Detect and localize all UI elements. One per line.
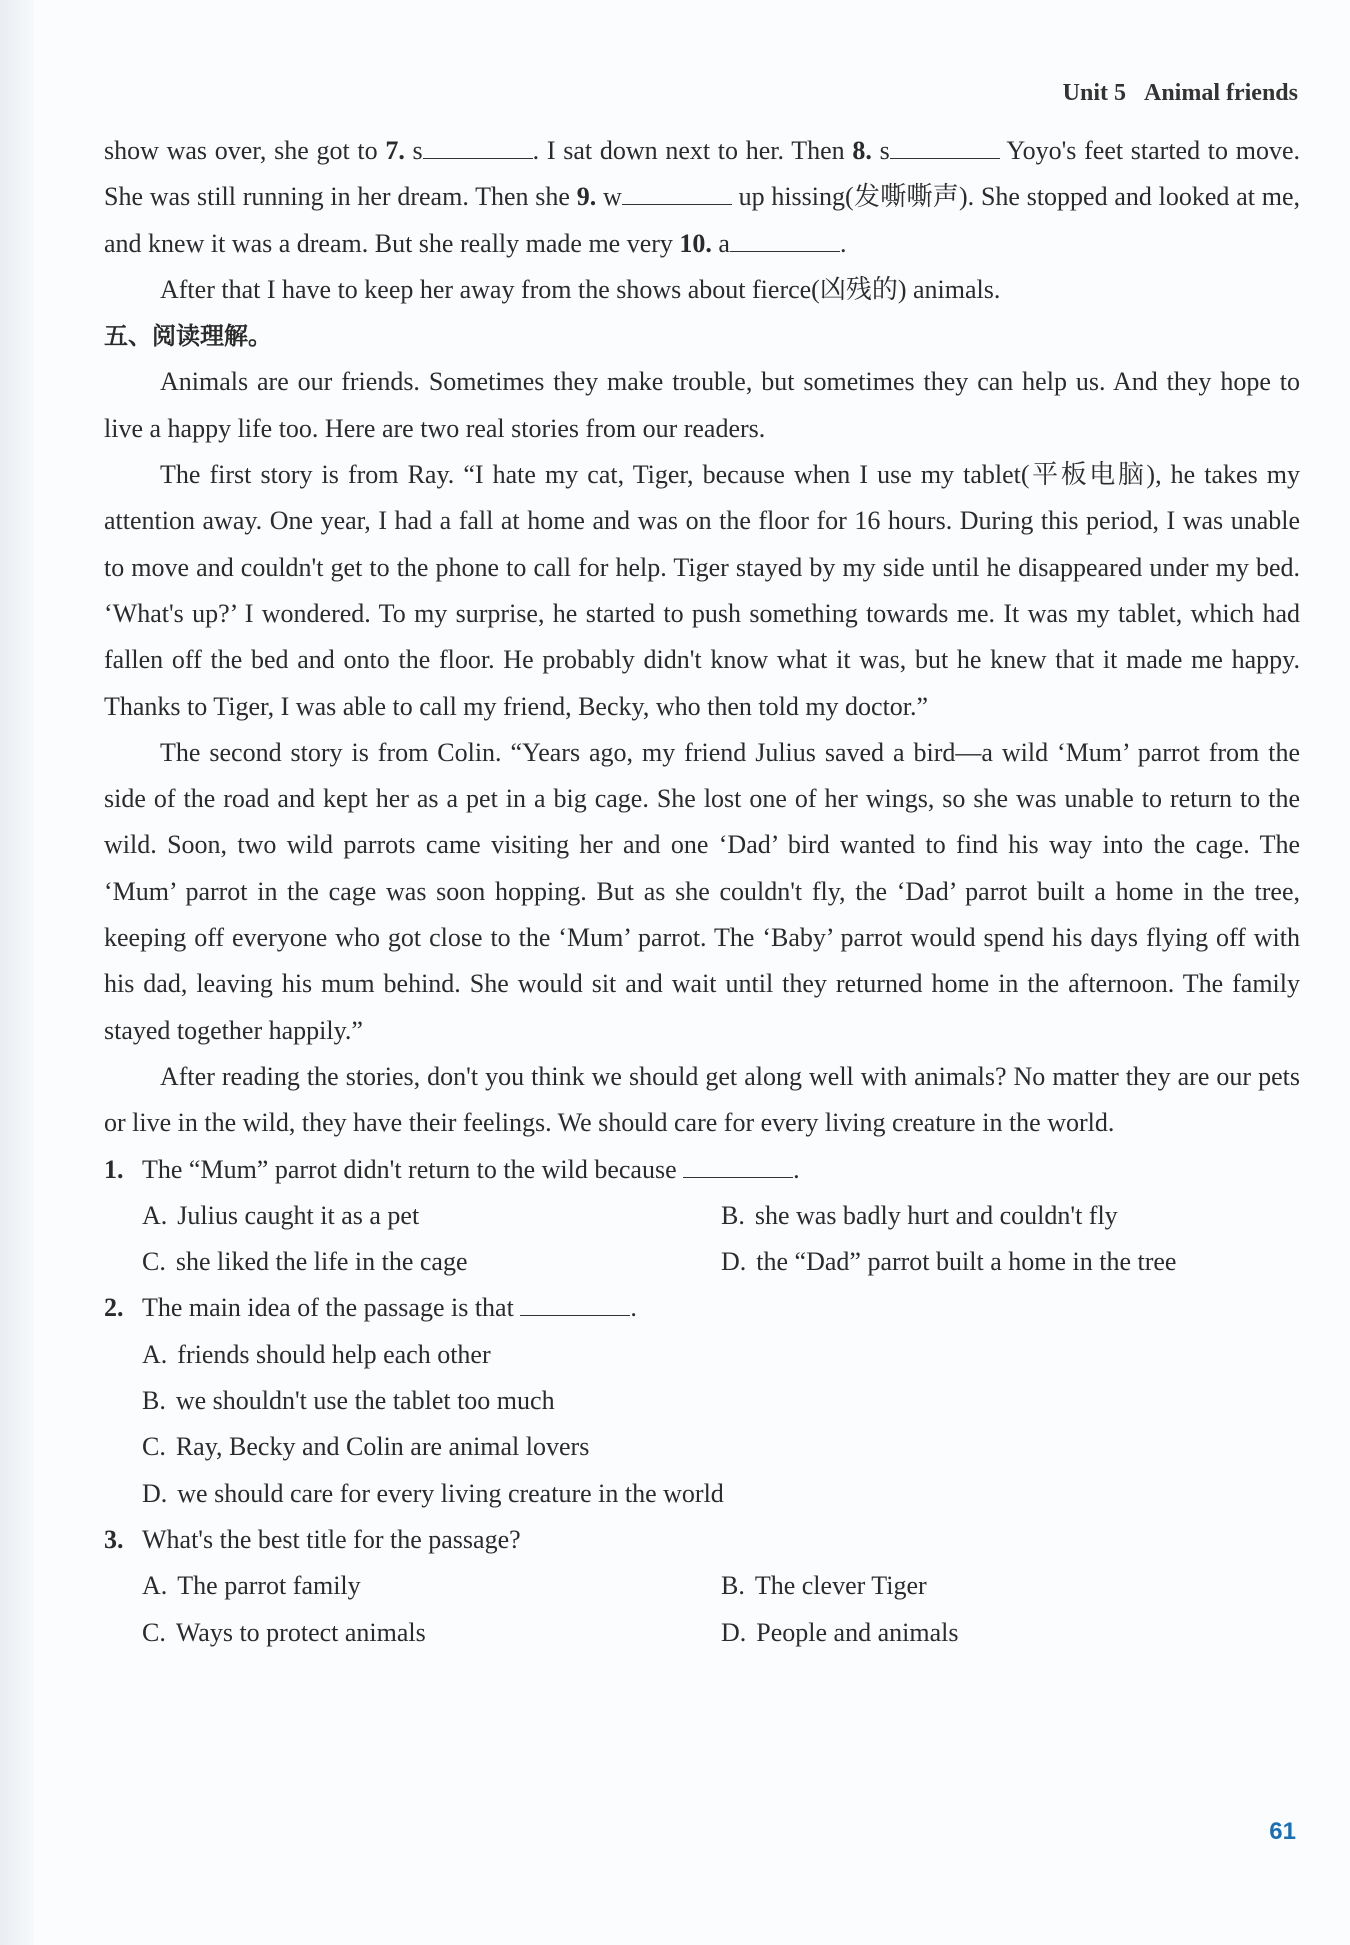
blank-number: 10.	[679, 228, 712, 258]
question-stem: What's the best title for the passage?	[142, 1524, 521, 1554]
cloze-text: .	[839, 228, 847, 258]
passage-paragraph: The first story is from Ray. “I hate my cat, Tiger, because when I use my tablet(平板电脑), he takes my attention away. One year, I had a fall at home and was on the floor for 16 hours. During this period, I was unable to move and couldn't get to the phone to call for help. Tiger stayed by my side until he disappeared under my bed. ‘What's up?’ I wondered. To my surprise, he started to push something towards me. It was my tablet, which had fallen off the bed and onto the floor. He probably didn't know what it was, but he knew that it made me happy. Thanks to Tiger, I was able to call my friend, Becky, who then told my doctor.”	[104, 460, 1300, 721]
option-label: A.	[142, 1200, 168, 1230]
passage-paragraph: After reading the stories, don't you think we should get along well with animals? No matter they are our pets or live in the wild, they have their feelings. We should care for every living creature in the world.	[104, 1061, 1300, 1138]
passage-paragraph: The second story is from Colin. “Years ago, my friend Julius saved a bird—a wild ‘Mum’ parrot from the side of the road and kept her as a pet in a big cage. She lost one of her wings, so she was unable to return to the wild. Soon, two wild parrots came visiting her and one ‘Dad’ bird wanted to find his way into the cage. The ‘Mum’ parrot in the cage was soon hopping. But as she couldn't fly, the ‘Dad’ parrot built a home in the tree, keeping off everyone who got close to the ‘Mum’ parrot. The ‘Baby’ parrot would spend his days flying off with his dad, leaving his mum behind. She would sit and wait until they returned home in the afternoon. The family stayed together happily.”	[104, 737, 1300, 1045]
answer-blank-9[interactable]	[622, 182, 732, 205]
option-c[interactable]	[142, 1239, 721, 1285]
option-text: The clever Tiger	[754, 1571, 927, 1601]
question-2	[104, 1285, 1300, 1516]
option-label: C.	[142, 1247, 166, 1277]
option-d[interactable]	[721, 1610, 1300, 1656]
option-d[interactable]	[721, 1239, 1300, 1285]
option-text: People and animals	[756, 1617, 959, 1647]
option-b[interactable]	[721, 1193, 1300, 1239]
option-text: we should care for every living creature in the world	[177, 1478, 724, 1508]
blank-number: 9.	[576, 182, 597, 212]
blank-number: 8.	[852, 136, 872, 165]
option-a[interactable]	[142, 1332, 1300, 1378]
cloze-closing-paragraph: After that I have to keep her away from the shows about fierce(凶残的) animals.	[160, 274, 1001, 304]
option-text: The parrot family	[177, 1571, 361, 1601]
question-stem: The “Mum” parrot didn't return to the wild because	[142, 1154, 684, 1184]
blank-number: 7.	[385, 136, 405, 165]
page-edge-shadow	[0, 0, 34, 1945]
question-number: 3.	[104, 1524, 124, 1554]
unit-title: Animal friends	[1143, 80, 1298, 106]
option-b[interactable]	[142, 1378, 1300, 1424]
answer-blank[interactable]	[520, 1293, 630, 1316]
option-label: B.	[142, 1386, 166, 1416]
blank-letter: a	[711, 228, 730, 258]
unit-label: Unit 5	[1062, 80, 1126, 106]
option-b[interactable]	[721, 1563, 1300, 1609]
option-c[interactable]	[142, 1424, 1300, 1470]
option-label: D.	[142, 1478, 168, 1508]
option-text: Ways to protect animals	[175, 1617, 426, 1647]
answer-blank[interactable]	[683, 1155, 793, 1178]
question-3	[104, 1517, 1300, 1656]
answer-blank-7[interactable]	[423, 136, 533, 159]
question-number: 2.	[104, 1293, 124, 1323]
passage-paragraph: Animals are our friends. Sometimes they make trouble, but sometimes they can help us. And they hope to live a happy life too. Here are two real stories from our readers.	[104, 367, 1300, 443]
cloze-text: . I sat down next to her. Then	[532, 136, 853, 165]
option-text: she liked the life in the cage	[175, 1247, 468, 1277]
option-label: C.	[142, 1617, 166, 1647]
answer-blank-8[interactable]	[890, 136, 1000, 159]
option-label: D.	[721, 1617, 747, 1647]
option-a[interactable]	[142, 1193, 721, 1239]
option-text: we shouldn't use the tablet too much	[175, 1386, 555, 1416]
option-c[interactable]	[142, 1610, 721, 1656]
page-number: 61	[1269, 1818, 1296, 1845]
option-a[interactable]	[142, 1563, 721, 1609]
option-text: Ray, Becky and Colin are animal lovers	[175, 1432, 590, 1462]
option-text: Julius caught it as a pet	[177, 1200, 420, 1230]
blank-letter: s	[871, 136, 890, 165]
option-label: A.	[142, 1339, 168, 1369]
option-text: friends should help each other	[177, 1339, 491, 1369]
option-d[interactable]	[142, 1471, 1300, 1517]
question-stem: The main idea of the passage is that	[142, 1293, 521, 1323]
cloze-continuation	[104, 128, 1300, 267]
option-text: the “Dad” parrot built a home in the tree	[756, 1247, 1177, 1277]
option-label: D.	[721, 1247, 747, 1277]
page-content	[104, 128, 1300, 1656]
cloze-text: up hissing(发嘶嘶声). She stopped and looked at me, and knew it was a dream. But she really made me very	[104, 182, 1300, 258]
blank-letter: s	[404, 136, 423, 165]
question-number: 1.	[104, 1154, 124, 1184]
option-text: she was badly hurt and couldn't fly	[754, 1200, 1118, 1230]
question-1	[104, 1147, 1300, 1286]
cloze-text: show was over, she got to	[104, 136, 386, 165]
page-header	[1063, 80, 1298, 107]
section-title: 五、阅读理解。	[104, 322, 272, 351]
blank-letter: w	[596, 182, 622, 212]
option-label: C.	[142, 1432, 166, 1462]
cloze-text: Yoyo's feet started to move. She was still running in her dream. Then she	[104, 136, 1300, 212]
question-end: .	[793, 1154, 800, 1184]
option-label: B.	[721, 1571, 745, 1601]
answer-blank-10[interactable]	[730, 229, 840, 252]
option-label: B.	[721, 1200, 745, 1230]
option-label: A.	[142, 1571, 168, 1601]
question-end: .	[630, 1293, 637, 1323]
